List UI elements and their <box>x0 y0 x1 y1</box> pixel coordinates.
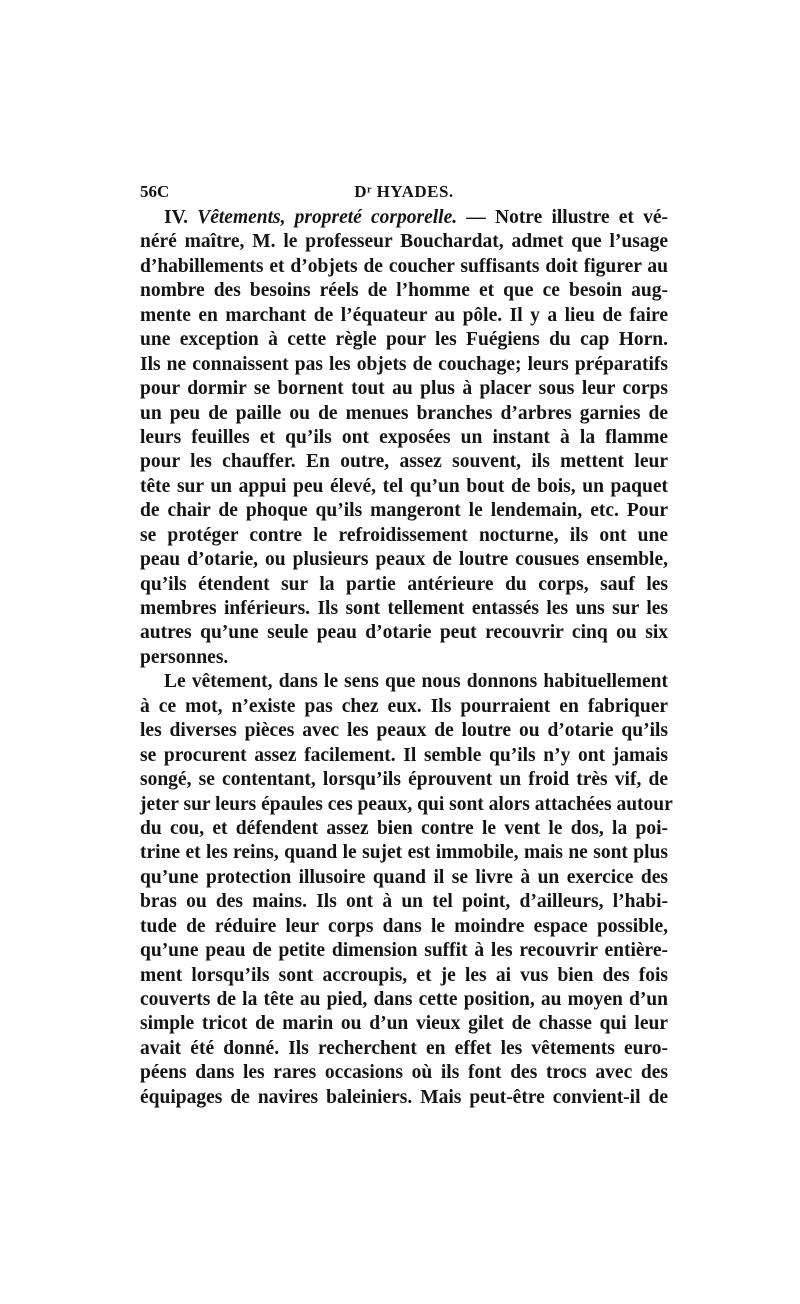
text-line: ment lorsqu’ils sont accroupis, et je les ai vus bien des fois <box>140 964 668 986</box>
page-number: 56C <box>140 182 170 201</box>
paragraph-1-first-line <box>140 206 668 230</box>
text-line: qu’ils étendent sur la partie antérieure du corps, sauf les <box>140 573 668 595</box>
text-line: leurs feuilles et qu’ils ont exposées un instant à la flamme <box>140 426 668 448</box>
text-line: bras ou des mains. Ils ont à un tel point, d’ailleurs, l’habi- <box>140 891 668 913</box>
section-title: Vêtements, propreté corporelle. <box>197 207 458 228</box>
text-line: avait été donné. Ils recherchent en effet les vêtements euro- <box>140 1037 668 1059</box>
text-line: à ce mot, n’existe pas chez eux. Ils pourraient en fabriquer <box>140 695 668 717</box>
text-line: tête sur un appui peu élevé, tel qu’un bout de bois, un paquet <box>140 475 668 497</box>
text-line: Le vêtement, dans le sens que nous donnons habituellement <box>164 671 668 693</box>
text-line: trine et les reins, quand le sujet est immobile, mais ne sont plus <box>140 842 668 864</box>
text-line: se procurent assez facilement. Il semble qu’ils n’y ont jamais <box>140 744 668 766</box>
text-line: songé, se contentant, lorsqu’ils éprouvent un froid très vif, de <box>140 769 668 791</box>
section-number: IV. <box>164 207 198 228</box>
text-line: peau d’otarie, ou plusieurs peaux de loutre cousues ensemble, <box>140 549 668 571</box>
text-line: pour les chauffer. En outre, assez souvent, ils mettent leur <box>140 451 668 473</box>
text-line: se protéger contre le refroidissement nocturne, ils ont une <box>140 524 668 546</box>
text-line: un peu de paille ou de menues branches d’arbres garnies de <box>140 402 668 424</box>
text-line: les diverses pièces avec les peaux de loutre ou d’otarie qu’ils <box>140 720 668 742</box>
paragraph-2 <box>140 670 673 1110</box>
text-line: néré maître, M. le professeur Bouchardat, admet que l’usage <box>140 231 668 253</box>
text-line: mente en marchant de l’équateur au pôle. Il y a lieu de faire <box>140 304 668 326</box>
text-line: couverts de la tête au pied, dans cette position, au moyen d’un <box>140 989 668 1010</box>
text-line: pour dormir se bornent tout au plus à placer sous leur corps <box>140 378 668 400</box>
text-line: simple tricot de marin ou d’un vieux gilet de chasse qui leur <box>140 1013 668 1035</box>
text-line: qu’une protection illusoire quand il se livre à un exercice des <box>140 866 668 888</box>
page-header <box>140 179 668 205</box>
text-line: qu’une peau de petite dimension suffit à les recouvrir entière- <box>140 940 668 962</box>
text-line: autres qu’une seule peau d’otarie peut recouvrir cinq ou six <box>140 622 668 644</box>
section-lead-text: — Notre illustre et vé- <box>457 207 668 228</box>
text-line: péens dans les rares occasions où ils font des trocs avec des <box>140 1062 668 1084</box>
text-line: de chair de phoque qu’ils mangeront le lendemain, etc. Pour <box>140 500 668 522</box>
text-line: nombre des besoins réels de l’homme et que ce besoin aug- <box>140 280 668 302</box>
text-line: d’habillements et d’objets de coucher suffisants doit figurer au <box>140 255 668 277</box>
paragraph-1 <box>140 206 668 670</box>
running-head: Dʳ HYADES. <box>354 182 454 201</box>
text-line: du cou, et défendent assez bien contre le vent le dos, la poi- <box>140 817 668 839</box>
text-line: membres inférieurs. Ils sont tellement entassés les uns sur les <box>140 598 668 619</box>
text-line: équipages de navires baleiniers. Mais peut-être convient-il de <box>140 1086 668 1108</box>
text-line: tude de réduire leur corps dans le moindre espace possible, <box>140 915 668 937</box>
text-line: jeter sur leurs épaules ces peaux, qui sont alors attachées autour <box>140 793 673 815</box>
body-text <box>140 206 673 1110</box>
text-line: personnes. <box>140 646 229 668</box>
text-line: Ils ne connaissent pas les objets de couchage; leurs préparatifs <box>140 353 668 375</box>
text-line: une exception à cette règle pour les Fuégiens du cap Horn. <box>140 329 668 351</box>
